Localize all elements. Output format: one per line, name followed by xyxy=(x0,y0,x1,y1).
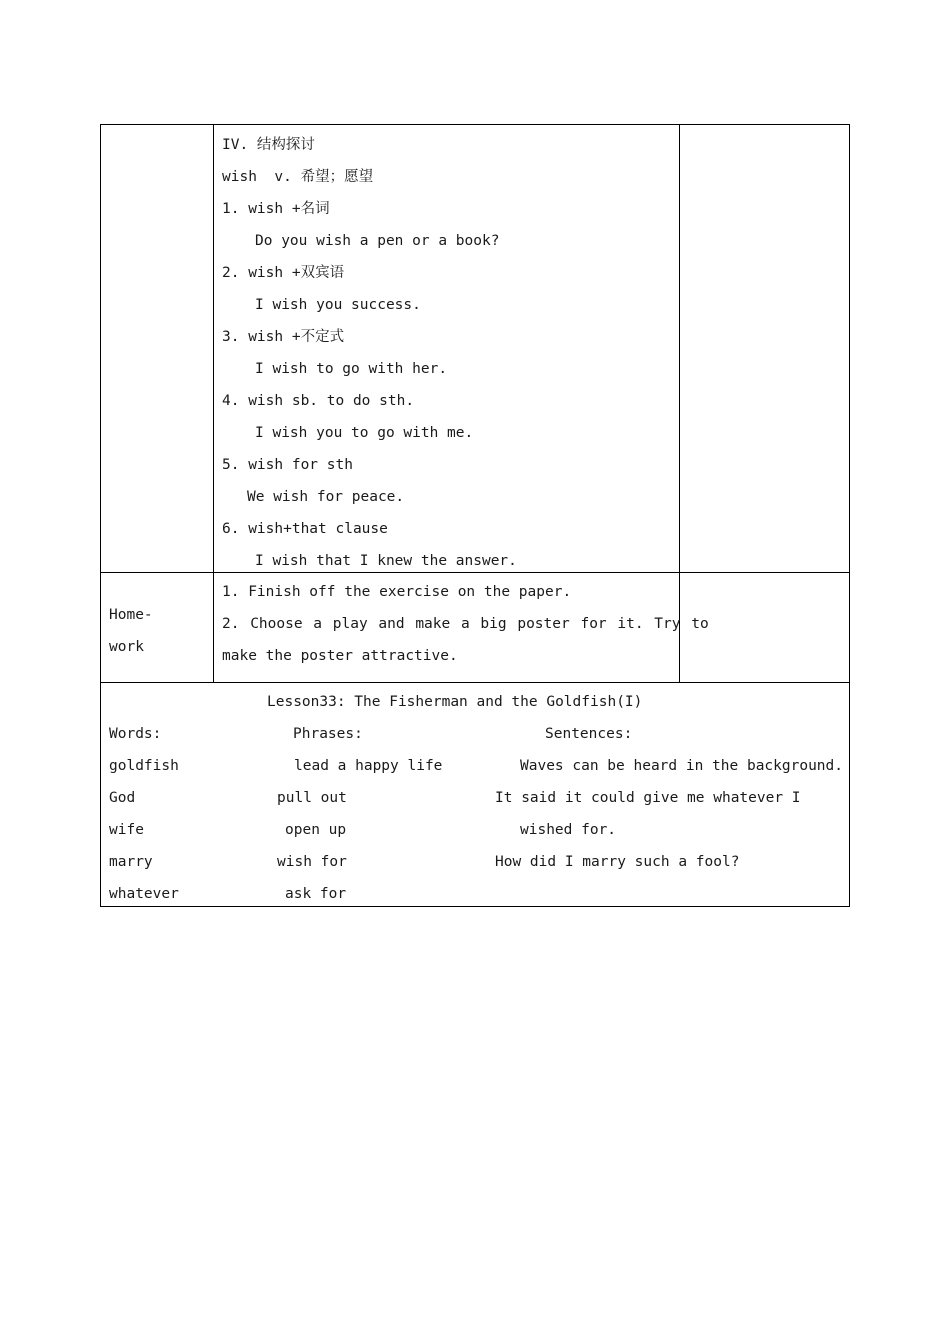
example-sentence: I wish you success. xyxy=(255,297,421,313)
word-item: marry xyxy=(109,854,153,870)
pattern-item: 3. wish +不定式 xyxy=(222,329,345,345)
homework-task: 2. Choose a play and make a big poster for it. Try to xyxy=(222,616,709,632)
word-item: whatever xyxy=(109,886,179,902)
phrase-item: pull out xyxy=(277,790,347,806)
word-item: goldfish xyxy=(109,758,179,774)
lesson-row xyxy=(100,683,850,907)
homework-task: 1. Finish off the exercise on the paper. xyxy=(222,584,572,600)
word-item: wife xyxy=(109,822,144,838)
phrase-item: ask for xyxy=(285,886,347,902)
example-sentence: We wish for peace. xyxy=(247,489,405,505)
example-sentence: I wish to go with her. xyxy=(255,361,448,377)
wish-definition: wish v. 希望；愿望 xyxy=(222,169,374,185)
sentences-header: Sentences: xyxy=(545,726,633,742)
sentence-item: wished for. xyxy=(520,822,617,838)
pattern-item: 5. wish for sth xyxy=(222,457,353,473)
column-divider xyxy=(213,573,214,682)
phrases-header: Phrases: xyxy=(293,726,363,742)
lesson-title: Lesson33: The Fisherman and the Goldfish(I) xyxy=(267,694,643,710)
phrase-item: lead a happy life xyxy=(294,758,443,774)
words-header: Words: xyxy=(109,726,162,742)
sentence-item: Waves can be heard in the background. xyxy=(520,758,844,774)
homework-row xyxy=(100,573,850,683)
word-item: God xyxy=(109,790,136,806)
homework-label: work xyxy=(109,639,144,655)
example-sentence: I wish that I knew the answer. xyxy=(255,553,517,569)
sentence-item: It said it could give me whatever I xyxy=(495,790,801,806)
homework-label: Home- xyxy=(109,607,153,623)
column-divider xyxy=(679,125,680,572)
pattern-item: 2. wish +双宾语 xyxy=(222,265,345,281)
pattern-item: 1. wish +名词 xyxy=(222,201,330,217)
homework-task: make the poster attractive. xyxy=(222,648,458,664)
structure-row xyxy=(100,124,850,573)
lesson-plan-table xyxy=(100,124,850,907)
pattern-item: 6. wish+that clause xyxy=(222,521,388,537)
phrase-item: wish for xyxy=(277,854,347,870)
column-divider xyxy=(213,125,214,572)
example-sentence: Do you wish a pen or a book? xyxy=(255,233,500,249)
section-heading: IV. 结构探讨 xyxy=(222,137,315,153)
sentence-item: How did I marry such a fool? xyxy=(495,854,740,870)
example-sentence: I wish you to go with me. xyxy=(255,425,474,441)
pattern-item: 4. wish sb. to do sth. xyxy=(222,393,415,409)
phrase-item: open up xyxy=(285,822,347,838)
